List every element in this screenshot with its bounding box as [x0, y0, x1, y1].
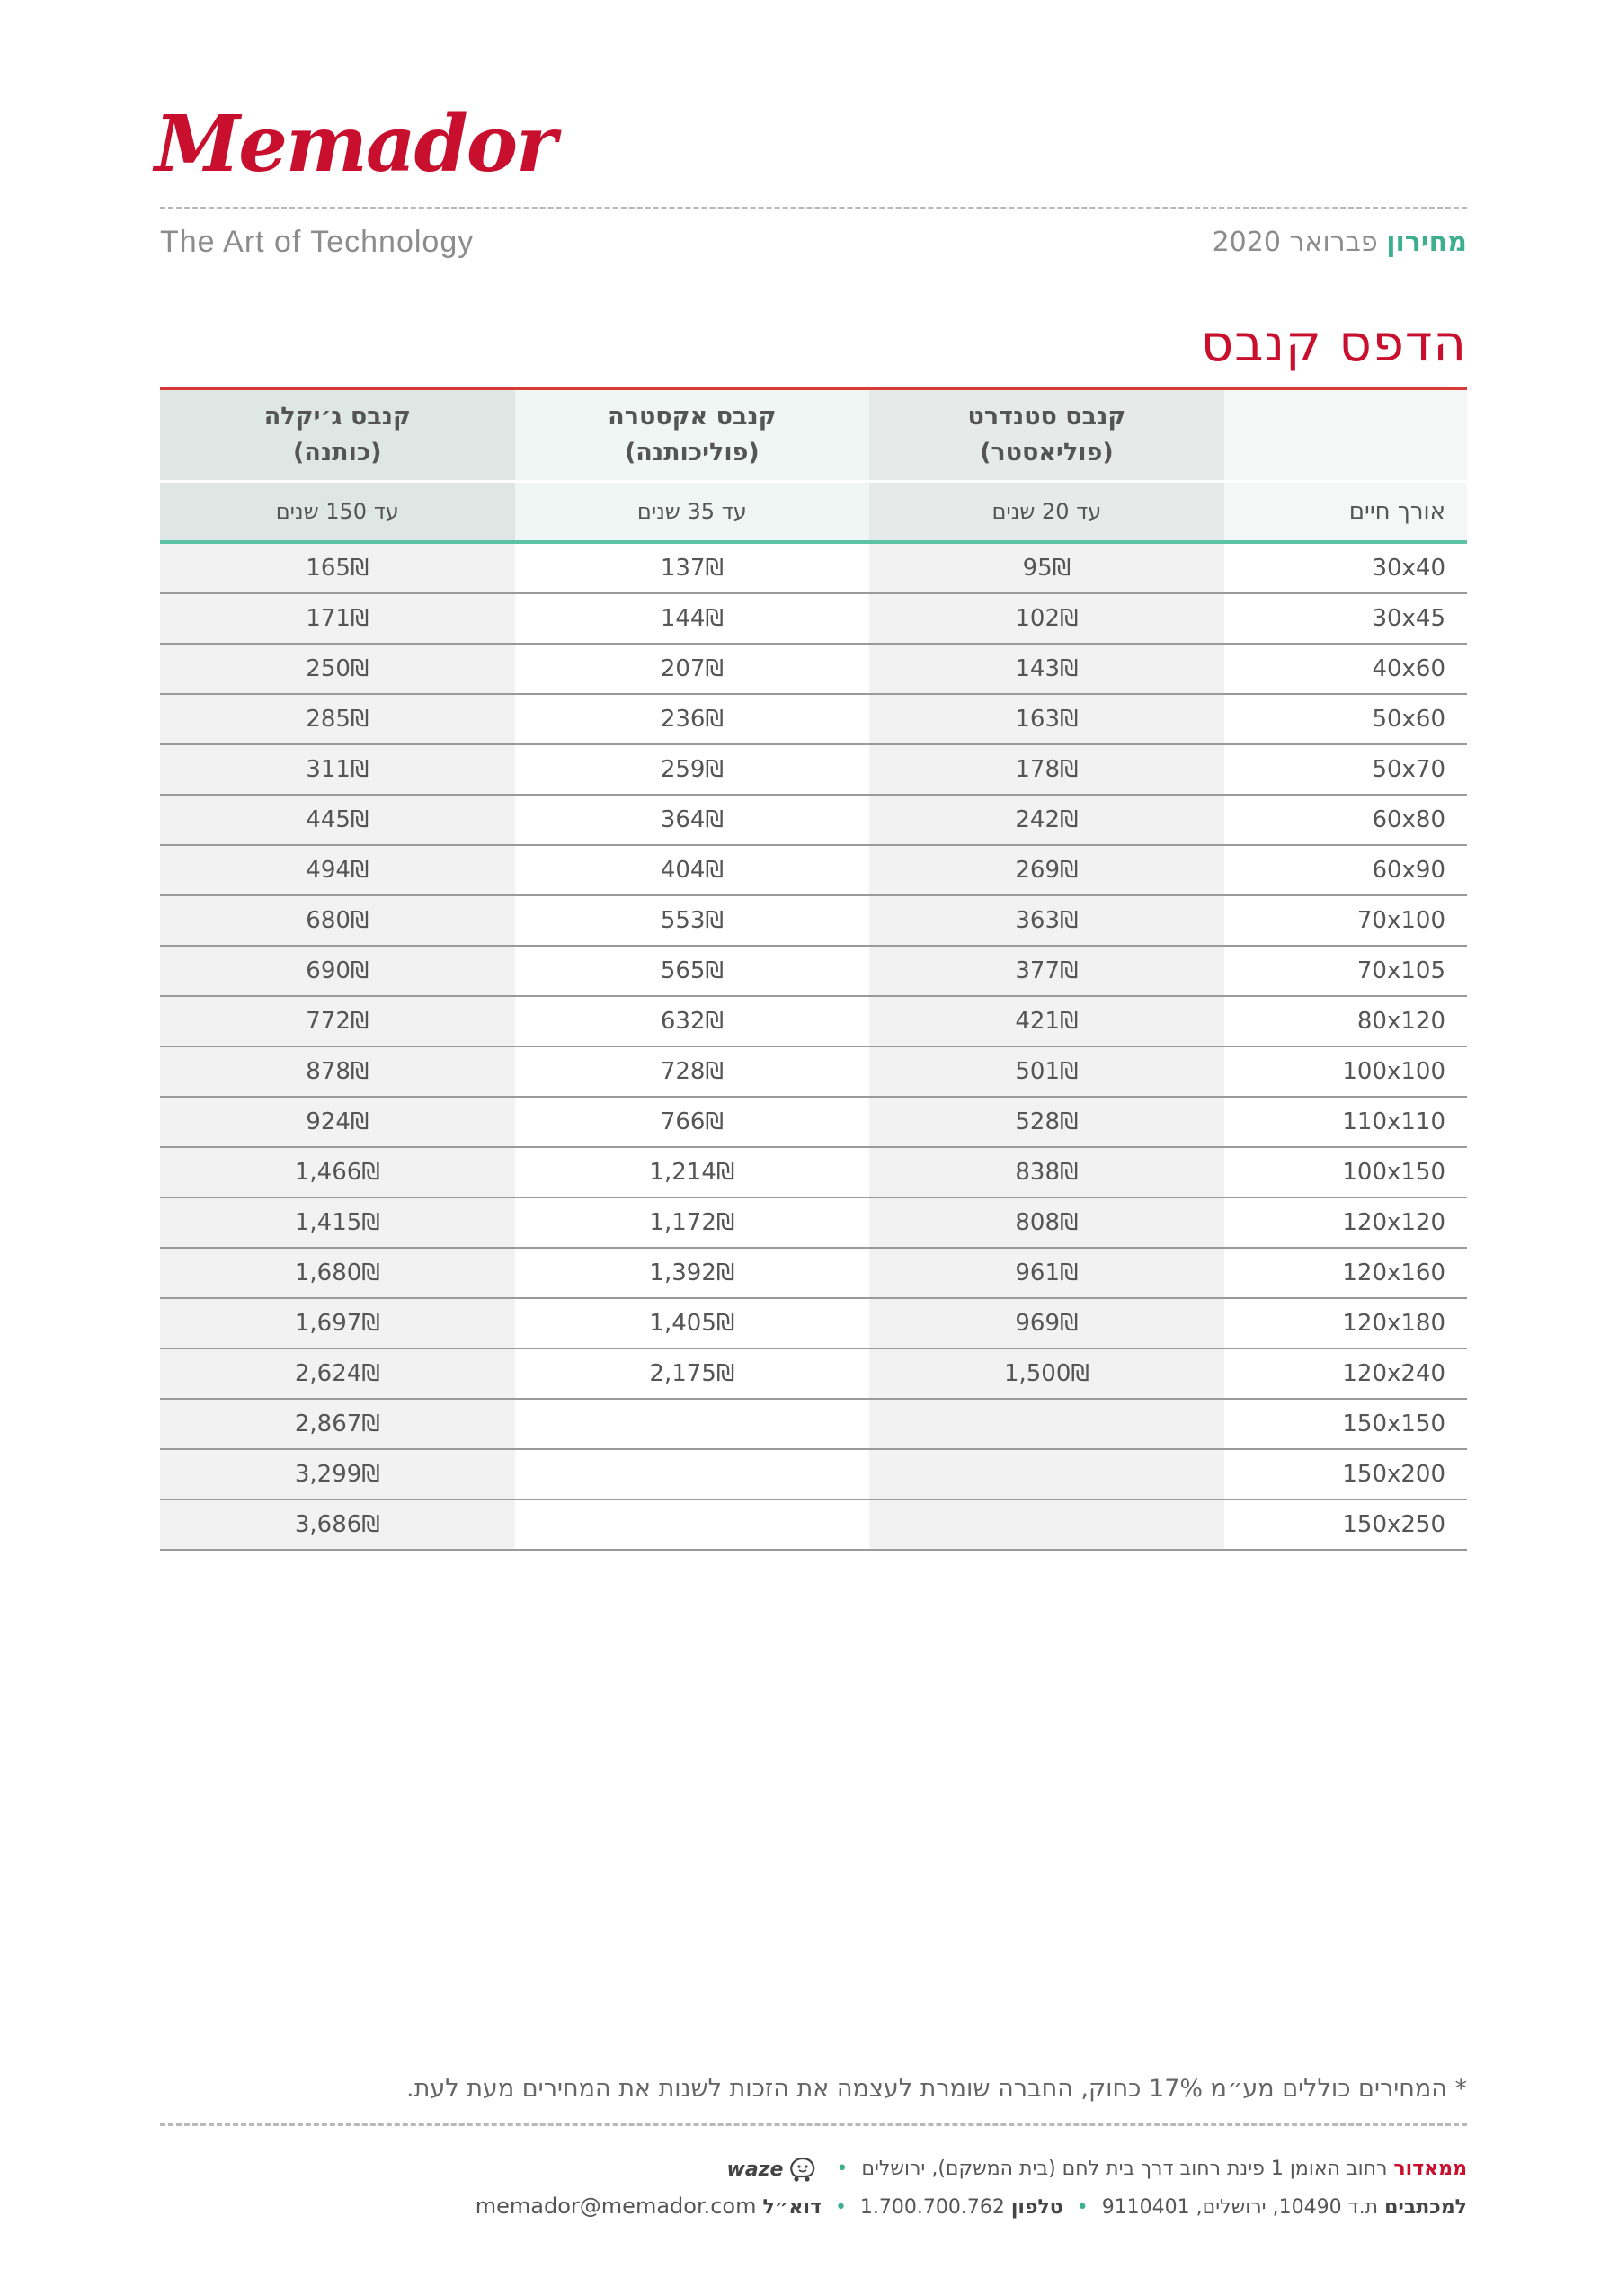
waze-label: waze	[726, 2158, 784, 2181]
size-cell: 120x180	[1224, 1298, 1467, 1348]
email-link[interactable]: memador@memador.com	[475, 2194, 757, 2219]
price-giclee: 2,867₪	[160, 1399, 515, 1449]
price-giclee: 3,686₪	[160, 1500, 515, 1550]
phone-number[interactable]: 1.700.700.762	[859, 2196, 1005, 2219]
price-giclee: 285₪	[160, 694, 515, 744]
column-header-extra: קנבס אקסטרה (פוליכותנה)	[515, 390, 870, 482]
price-extra: 728₪	[515, 1046, 870, 1097]
size-cell: 70x105	[1224, 946, 1467, 996]
footer-address	[722, 2156, 1468, 2183]
price-giclee: 250₪	[160, 644, 515, 694]
life-extra: עד 35 שנים	[515, 482, 870, 543]
vat-note: * המחירים כוללים מע״מ 17% כחוק, החברה שומרת לעצמה את הזכות לשנות את המחירים מעת לעת.	[406, 2075, 1467, 2103]
table-row	[160, 1097, 1467, 1147]
price-standard: 95₪	[869, 542, 1224, 593]
size-cell: 30x40	[1224, 542, 1467, 593]
price-table	[160, 387, 1467, 1551]
table-row	[160, 593, 1467, 644]
page-title: הדפס קנבס	[1200, 315, 1467, 373]
size-cell: 60x90	[1224, 845, 1467, 895]
price-extra: 1,405₪	[515, 1298, 870, 1348]
price-extra: 137₪	[515, 542, 870, 593]
price-standard: 143₪	[869, 644, 1224, 694]
size-cell: 80x120	[1224, 996, 1467, 1046]
table-row	[160, 1298, 1467, 1348]
table-row	[160, 845, 1467, 895]
email-label: דוא״ל	[762, 2196, 822, 2219]
separator-dot: •	[1076, 2196, 1089, 2219]
size-cell: 70x100	[1224, 895, 1467, 946]
size-cell: 50x70	[1224, 744, 1467, 795]
table-row	[160, 1147, 1467, 1197]
header-divider	[160, 207, 1467, 209]
price-giclee: 1,415₪	[160, 1197, 515, 1248]
life-standard: עד 20 שנים	[869, 482, 1224, 543]
price-giclee: 2,624₪	[160, 1348, 515, 1399]
size-cell: 120x120	[1224, 1197, 1467, 1248]
price-extra: 632₪	[515, 996, 870, 1046]
price-extra: 236₪	[515, 694, 870, 744]
size-cell: 150x200	[1224, 1449, 1467, 1500]
table-row	[160, 1197, 1467, 1248]
price-giclee: 878₪	[160, 1046, 515, 1097]
price-extra: 207₪	[515, 644, 870, 694]
size-cell: 150x250	[1224, 1500, 1467, 1550]
price-standard: 1,500₪	[869, 1348, 1224, 1399]
price-standard: 178₪	[869, 744, 1224, 795]
separator-dot: •	[834, 2196, 847, 2219]
table-row	[160, 795, 1467, 845]
price-standard: 269₪	[869, 845, 1224, 895]
price-standard: 102₪	[869, 593, 1224, 644]
price-extra: 404₪	[515, 845, 870, 895]
waze-icon	[787, 2156, 817, 2183]
price-standard: 528₪	[869, 1097, 1224, 1147]
price-extra: 766₪	[515, 1097, 870, 1147]
table-row	[160, 1449, 1467, 1500]
size-cell: 120x240	[1224, 1348, 1467, 1399]
price-standard: 961₪	[869, 1248, 1224, 1298]
table-row	[160, 1348, 1467, 1399]
table-row	[160, 1399, 1467, 1449]
price-extra: 364₪	[515, 795, 870, 845]
price-giclee: 1,466₪	[160, 1147, 515, 1197]
price-standard: 808₪	[869, 1197, 1224, 1248]
table-row	[160, 542, 1467, 593]
price-standard: 377₪	[869, 946, 1224, 996]
price-giclee: 494₪	[160, 845, 515, 895]
mail-label: למכתבים	[1384, 2196, 1467, 2219]
price-standard	[869, 1449, 1224, 1500]
life-giclee: עד 150 שנים	[160, 482, 515, 543]
price-extra: 1,172₪	[515, 1197, 870, 1248]
price-extra	[515, 1449, 870, 1500]
memador-logo: Memador	[155, 99, 556, 190]
price-standard: 363₪	[869, 895, 1224, 946]
price-standard	[869, 1500, 1224, 1550]
price-extra	[515, 1399, 870, 1449]
price-extra: 1,214₪	[515, 1147, 870, 1197]
price-extra: 259₪	[515, 744, 870, 795]
price-standard: 421₪	[869, 996, 1224, 1046]
price-giclee: 1,680₪	[160, 1248, 515, 1298]
footer-contact	[476, 2194, 1467, 2219]
price-standard	[869, 1399, 1224, 1449]
price-extra: 565₪	[515, 946, 870, 996]
waze-link[interactable]	[727, 2156, 818, 2183]
pricelist-date	[1213, 227, 1467, 258]
price-giclee: 772₪	[160, 996, 515, 1046]
size-cell: 50x60	[1224, 694, 1467, 744]
price-giclee: 1,697₪	[160, 1298, 515, 1348]
pricelist-label: מחירון	[1386, 227, 1467, 258]
table-row	[160, 1500, 1467, 1550]
table-row	[160, 996, 1467, 1046]
price-rows	[160, 542, 1467, 1550]
price-standard: 969₪	[869, 1298, 1224, 1348]
size-cell: 30x45	[1224, 593, 1467, 644]
column-header-standard: קנבס סטנדרט (פוליאסטר)	[869, 390, 1224, 482]
tagline: The Art of Technology	[160, 225, 475, 259]
footer-divider	[160, 2123, 1467, 2126]
life-label: אורך חיים	[1224, 482, 1467, 543]
footer-company: ממאדור	[1393, 2158, 1467, 2180]
mail-address: ת.ד 10490, ירושלים, 9110401	[1101, 2196, 1379, 2219]
price-standard: 501₪	[869, 1046, 1224, 1097]
price-giclee: 165₪	[160, 542, 515, 593]
table-row	[160, 946, 1467, 996]
column-header-giclee: קנבס ג׳יקלה (כותנה)	[160, 390, 515, 482]
price-giclee: 690₪	[160, 946, 515, 996]
size-cell: 100x150	[1224, 1147, 1467, 1197]
price-giclee: 311₪	[160, 744, 515, 795]
size-cell: 110x110	[1224, 1097, 1467, 1147]
size-cell: 100x100	[1224, 1046, 1467, 1097]
size-cell: 40x60	[1224, 644, 1467, 694]
table-row	[160, 1248, 1467, 1298]
table-row	[160, 644, 1467, 694]
price-extra: 1,392₪	[515, 1248, 870, 1298]
price-giclee: 924₪	[160, 1097, 515, 1147]
price-standard: 838₪	[869, 1147, 1224, 1197]
price-standard: 163₪	[869, 694, 1224, 744]
pricelist-month: פברואר 2020	[1212, 227, 1378, 258]
price-giclee: 3,299₪	[160, 1449, 515, 1500]
price-giclee: 680₪	[160, 895, 515, 946]
price-standard: 242₪	[869, 795, 1224, 845]
price-extra: 2,175₪	[515, 1348, 870, 1399]
table-row	[160, 744, 1467, 795]
table-row	[160, 694, 1467, 744]
price-giclee: 445₪	[160, 795, 515, 845]
phone-label: טלפון	[1010, 2196, 1063, 2219]
size-cell: 150x150	[1224, 1399, 1467, 1449]
table-row	[160, 1046, 1467, 1097]
price-extra	[515, 1500, 870, 1550]
size-cell: 120x160	[1224, 1248, 1467, 1298]
size-cell: 60x80	[1224, 795, 1467, 845]
price-extra: 144₪	[515, 593, 870, 644]
size-column-header	[1224, 390, 1467, 482]
price-giclee: 171₪	[160, 593, 515, 644]
table-row	[160, 895, 1467, 946]
footer-address-text: רחוב האומן 1 פינת רחוב דרך בית לחם (בית המשקם), ירושלים	[861, 2158, 1388, 2180]
separator-dot: •	[836, 2158, 849, 2180]
price-extra: 553₪	[515, 895, 870, 946]
